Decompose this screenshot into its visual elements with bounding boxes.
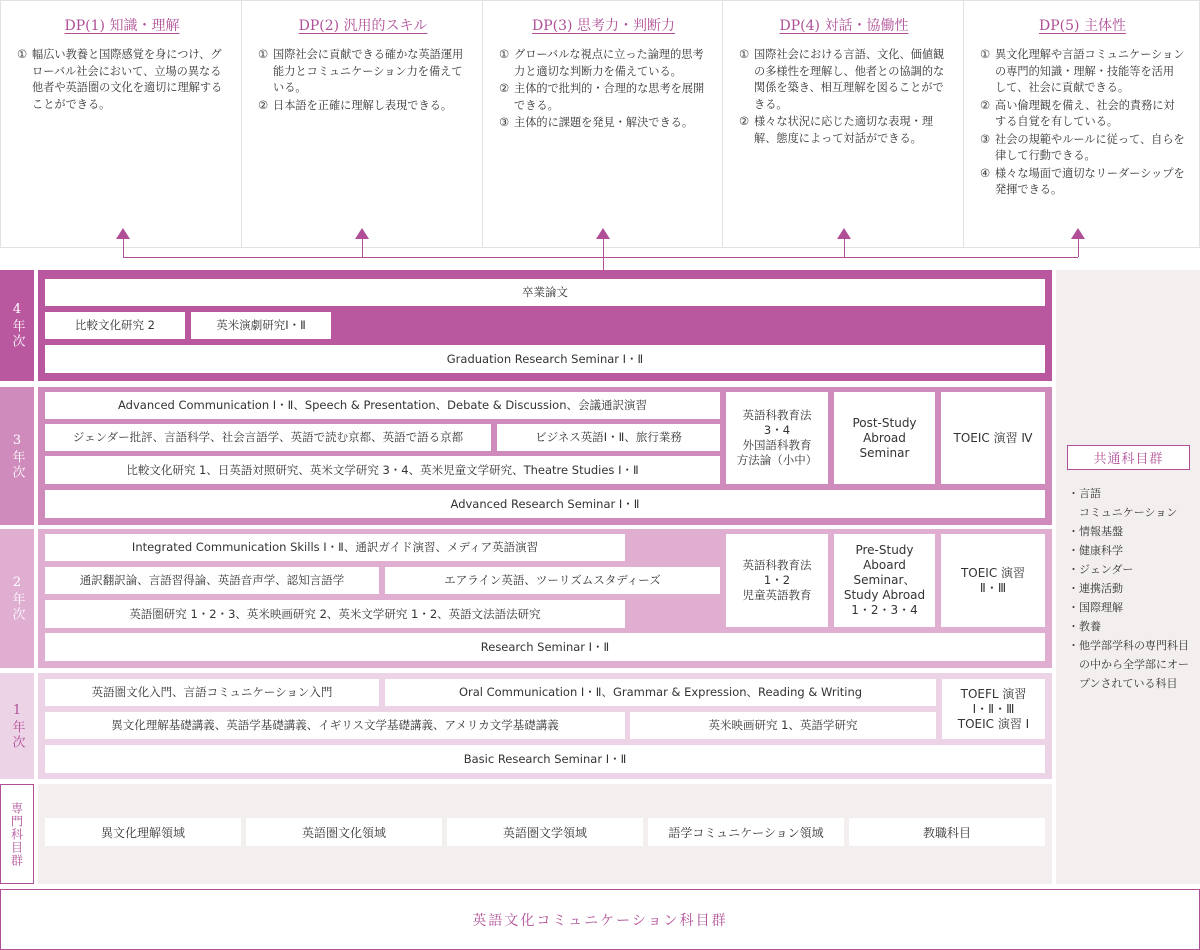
english-culture-communication-group: 英語文化コミュニケーション科目群 — [0, 889, 1200, 950]
course-gender-criticism: ジェンダー批評、言語科学、社会言語学、英語で読む京都、英語で語る京都 — [45, 424, 491, 451]
dp-item — [499, 47, 708, 80]
course-integrated-communication-skills: Integrated Communication Skills Ⅰ・Ⅱ、通訳ガイド演習、メディア英語演習 — [45, 534, 625, 561]
dp-item-text: 主体的に課題を発見・解決できる。 — [514, 116, 694, 129]
course-interpretation-translation: 通訳翻訳論、言語習得論、英語音声学、認知言語学 — [45, 567, 379, 594]
common-subject-item — [1068, 541, 1198, 560]
dp-item — [980, 98, 1185, 131]
dp-item — [499, 115, 708, 132]
dp-item — [980, 132, 1185, 165]
course-business-english: ビジネス英語Ⅰ・Ⅱ、旅行業務 — [497, 424, 720, 451]
course-intro-english-culture: 英語圏文化入門、言語コミュニケーション入門 — [45, 679, 379, 706]
course-basic-research-seminar: Basic Research Seminar Ⅰ・Ⅱ — [45, 745, 1045, 773]
dp-item-number: ① — [258, 48, 269, 61]
common-subject-text: ジェンダー — [1079, 563, 1134, 576]
course-research-seminar: Research Seminar Ⅰ・Ⅱ — [45, 633, 1045, 661]
dp-connector-v1 — [123, 238, 124, 257]
dp-connector-v4 — [844, 238, 845, 257]
dp-item-text: 高い倫理観を備え、社会的責務に対する自覚を有している。 — [995, 98, 1175, 128]
common-subject-item — [1068, 579, 1198, 598]
dp-item-text: 様々な場面で適切なリーダーシップを発揮できる。 — [995, 166, 1185, 196]
course-graduation-thesis: 卒業論文 — [45, 279, 1045, 306]
dp-item — [739, 114, 949, 147]
dp-item-text: 国際社会における言語、文化、価値観の多様性を理解し、他者との協調的な関係を築き、相互理解を図ることができる。 — [754, 48, 945, 111]
area-english-literature: 英語圏文学領域 — [447, 818, 643, 846]
bullet-icon: ・ — [1068, 544, 1079, 557]
dp-connector-horizontal — [123, 257, 1078, 258]
bullet-icon: ・ — [1068, 582, 1079, 595]
dp-column-3 — [482, 0, 722, 248]
course-toeic-4: TOEIC 演習 Ⅳ — [941, 392, 1045, 484]
bullet-icon: ・ — [1068, 620, 1079, 633]
common-subject-text: 情報基盤 — [1079, 525, 1123, 538]
dp-item-text: 主体的で批判的・合理的な思考を展開できる。 — [514, 82, 705, 112]
course-english-teaching-method-1-2: 英語科教育法 1・2 児童英語教育 — [726, 534, 828, 627]
dp-item — [980, 166, 1185, 199]
dp-title: DP(4) 対話・協働性 — [779, 18, 909, 34]
area-english-culture: 英語圏文化領域 — [246, 818, 442, 846]
bullet-icon: ・ — [1068, 563, 1079, 576]
dp-title: DP(1) 知識・理解 — [64, 18, 180, 34]
bullet-icon: ・ — [1068, 525, 1079, 538]
year-4-label: 4年次 — [0, 270, 34, 381]
dp-column-1 — [0, 0, 241, 248]
dp-item-text: グローバルな視点に立った論理的思考力と適切な判断力を備えている。 — [514, 48, 704, 78]
bullet-icon: ・ — [1068, 639, 1079, 652]
common-subject-item — [1068, 617, 1198, 636]
common-subject-item — [1068, 636, 1198, 693]
year-4-panel — [38, 270, 1052, 381]
dp-connector-v2 — [362, 238, 363, 257]
dp-column-5 — [963, 0, 1200, 248]
common-subject-text: 他学部学科の専門科目の中から全学部にオープンされている科目 — [1079, 639, 1189, 690]
dp-item-text: 異文化理解や言語コミュニケーションの専門的知識・理解・技能等を活用して、社会に貢献できる。 — [995, 48, 1185, 94]
common-subject-text: 健康科学 — [1079, 544, 1123, 557]
common-subject-item — [1068, 598, 1198, 617]
course-drama-studies: 英米演劇研究Ⅰ・Ⅱ — [191, 312, 331, 339]
course-film-studies-1: 英米映画研究 1、英語学研究 — [630, 712, 936, 739]
common-subject-item — [1068, 484, 1198, 522]
arrow-up-icon — [355, 228, 369, 239]
course-english-area-studies: 英語圏研究 1・2・3、英米映画研究 2、英米文学研究 1・2、英語文法語法研究 — [45, 600, 625, 628]
course-advanced-communication: Advanced Communication Ⅰ・Ⅱ、Speech & Presentation、Debate & Discussion、会議通訳演習 — [45, 392, 720, 419]
course-toefl-toeic: TOEFL 演習 Ⅰ・Ⅱ・Ⅲ TOEIC 演習 Ⅰ — [942, 679, 1045, 739]
dp-item-number: ② — [739, 115, 750, 128]
dp-item-number: ① — [499, 48, 510, 61]
dp-item — [499, 81, 708, 114]
common-subjects-list — [1068, 484, 1198, 693]
arrow-up-icon — [837, 228, 851, 239]
common-subject-item — [1068, 560, 1198, 579]
arrow-up-icon — [596, 228, 610, 239]
dp-item-number: ④ — [980, 166, 991, 180]
common-subject-text: 言語 コミュニケーション — [1079, 487, 1178, 519]
bullet-icon: ・ — [1068, 487, 1079, 500]
common-subject-text: 国際理解 — [1079, 601, 1123, 614]
course-comparative-culture-1: 比較文化研究 1、日英語対照研究、英米文学研究 3・4、英米児童文学研究、Theatre Studies Ⅰ・Ⅱ — [45, 456, 720, 484]
dp-item-number: ① — [980, 48, 991, 61]
dp-connector-vertical — [603, 257, 604, 270]
course-advanced-research-seminar: Advanced Research Seminar Ⅰ・Ⅱ — [45, 490, 1045, 518]
course-oral-communication: Oral Communication Ⅰ・Ⅱ、Grammar & Expression、Reading & Writing — [385, 679, 936, 706]
dp-title: DP(5) 主体性 — [1039, 18, 1126, 34]
course-comparative-culture-2: 比較文化研究 2 — [45, 312, 185, 339]
dp-item-text: 幅広い教養と国際感覚を身につけ、グローバル社会において、立場の異なる他者や英語圏の文化を適切に理解することができる。 — [32, 48, 223, 111]
course-english-teaching-method-3-4: 英語科教育法 3・4 外国語科教育 方法論（小中） — [726, 392, 828, 484]
common-subject-text: 連携活動 — [1079, 582, 1123, 595]
dp-title: DP(3) 思考力・判断力 — [532, 18, 675, 34]
dp-item — [980, 47, 1185, 97]
dp-item-number: ② — [258, 98, 269, 112]
dp-item-number: ② — [499, 82, 510, 95]
common-subject-text: 教養 — [1079, 620, 1101, 633]
specialized-subjects-label: 専門科目群 — [0, 784, 34, 884]
year-2-label: 2年次 — [0, 529, 34, 668]
year-2-panel — [38, 529, 1052, 668]
year-1-label: 1年次 — [0, 673, 34, 779]
course-toeic-2-3: TOEIC 演習 Ⅱ・Ⅲ — [941, 534, 1045, 627]
bullet-icon: ・ — [1068, 601, 1079, 614]
year-3-panel — [38, 387, 1052, 525]
course-graduation-research-seminar: Graduation Research Seminar Ⅰ・Ⅱ — [45, 345, 1045, 373]
dp-item-number: ① — [17, 48, 28, 61]
dp-item-number: ③ — [499, 116, 510, 129]
dp-connector-v5 — [1078, 238, 1079, 257]
dp-connector-v3 — [603, 238, 604, 257]
common-subject-item — [1068, 522, 1198, 541]
course-post-study-abroad: Post-Study Abroad Seminar — [834, 392, 935, 484]
course-airline-english: エアライン英語、ツーリズムスタディーズ — [385, 567, 720, 594]
course-basic-lectures: 異文化理解基礎講義、英語学基礎講義、イギリス文学基礎講義、アメリカ文学基礎講義 — [45, 712, 625, 739]
dp-item — [258, 47, 468, 97]
dp-column-2 — [241, 0, 482, 248]
dp-item — [258, 98, 468, 115]
dp-column-4 — [722, 0, 963, 248]
common-subjects-title: 共通科目群 — [1067, 445, 1190, 470]
area-intercultural: 異文化理解領域 — [45, 818, 241, 846]
dp-item-text: 日本語を正確に理解し表現できる。 — [273, 98, 453, 112]
dp-item — [17, 47, 227, 113]
dp-item-text: 社会の規範やルールに従って、自らを律して行動できる。 — [995, 132, 1185, 162]
area-language-communication: 語学コミュニケーション領域 — [648, 818, 844, 846]
course-pre-study-abroad: Pre-Study Aboard Seminar、 Study Abroad 1・2・3・4 — [834, 534, 935, 627]
dp-item-number: ① — [739, 48, 750, 61]
dp-item-text: 様々な状況に応じた適切な表現・理解、態度によって対話ができる。 — [754, 115, 934, 145]
arrow-up-icon — [116, 228, 130, 239]
dp-title: DP(2) 汎用的スキル — [298, 18, 428, 34]
dp-item-text: 国際社会に貢献できる確かな英語運用能力とコミュニケーション力を備えている。 — [273, 48, 464, 94]
dp-item-number: ③ — [980, 132, 991, 146]
area-teacher-training: 教職科目 — [849, 818, 1045, 846]
year-1-panel — [38, 673, 1052, 779]
dp-item-number: ② — [980, 98, 991, 112]
year-3-label: 3年次 — [0, 387, 34, 525]
arrow-up-icon — [1071, 228, 1085, 239]
dp-item — [739, 47, 949, 113]
